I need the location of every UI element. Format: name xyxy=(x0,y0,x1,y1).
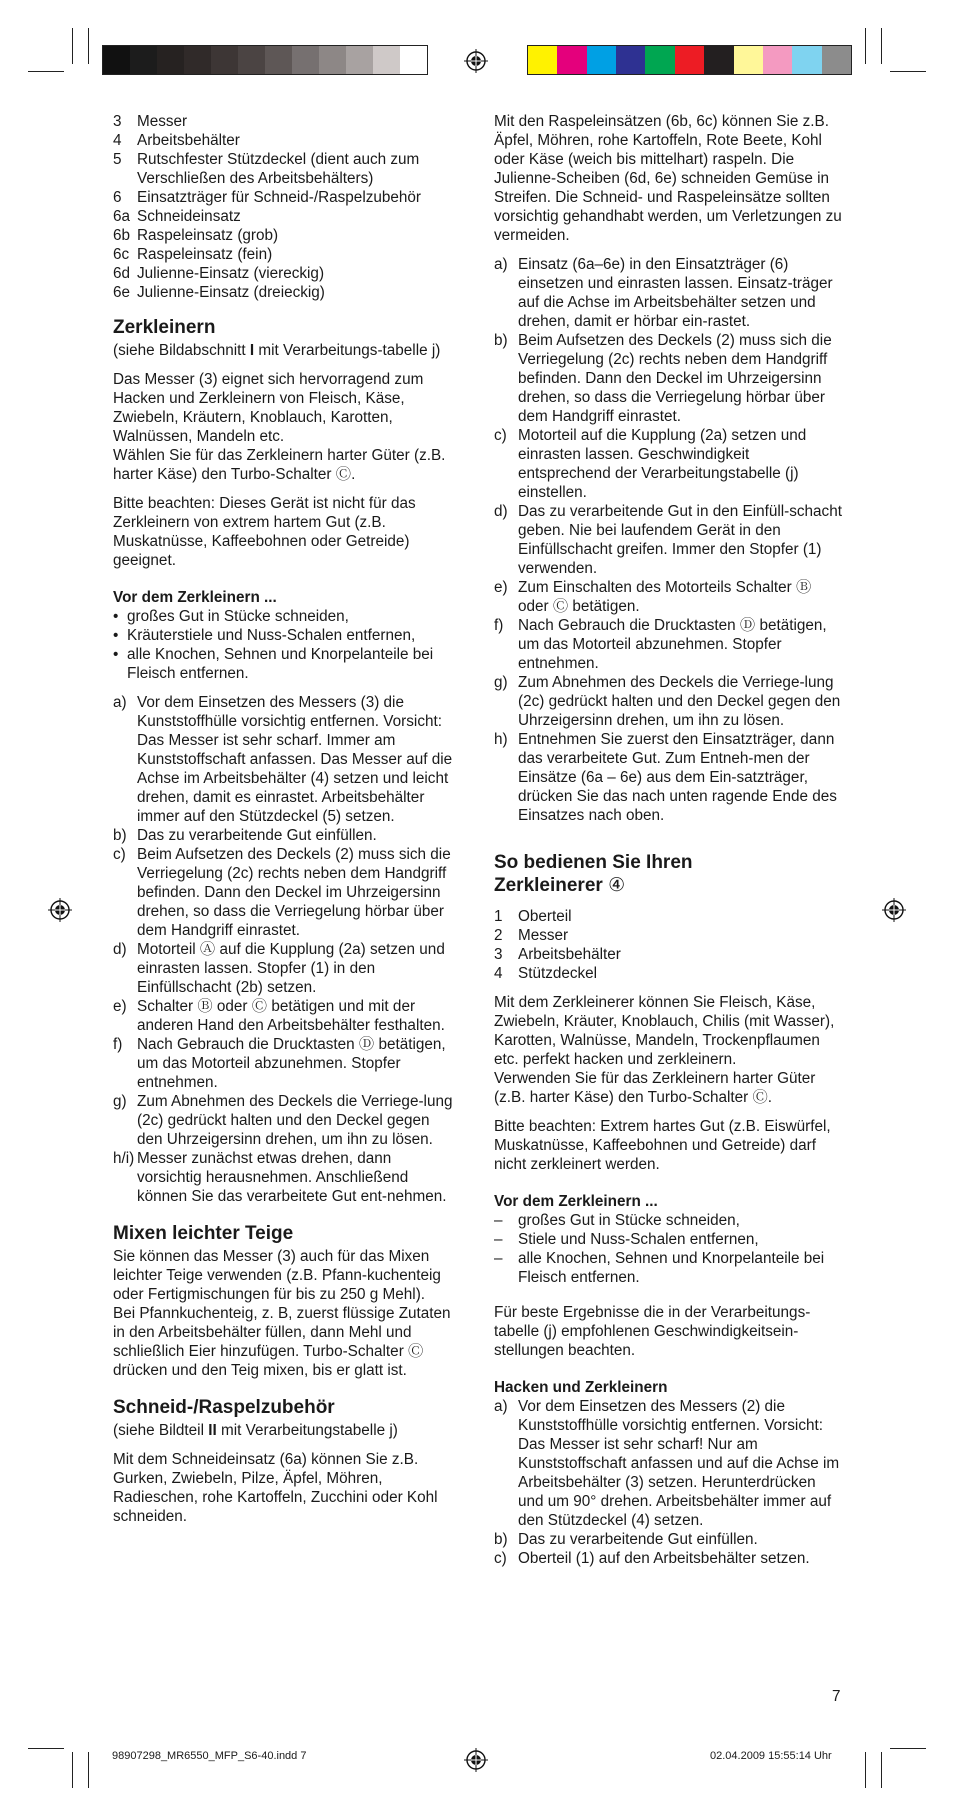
paragraph: Mit dem Zerkleinerer können Sie Fleisch, Käse, Zwiebeln, Kräuter, Knoblauch, Chilis (mit Wasser), Karotten, Walnüsse, Mandeln, Trockenpflaumen etc. perfekt hacken und zerkleinern. xyxy=(494,994,835,1068)
registration-mark-icon xyxy=(464,1748,488,1772)
list-text: Nach Gebrauch die Drucktasten Ⓓ betätigen, um das Motorteil abzunehmen. Stopfer entnehmen. xyxy=(518,617,827,672)
step-item xyxy=(494,1397,842,1530)
gray-calibration-bar xyxy=(102,45,428,75)
crop-mark-bl-v xyxy=(88,1752,89,1788)
paragraph: Mit dem Schneideinsatz (6a) können Sie z.B. Gurken, Zwiebeln, Pilze, Äpfel, Möhren, Radieschen, rohe Kartoffeln, Zucchini oder Kohl schneiden. xyxy=(113,1451,438,1525)
list-text: Zum Einschalten des Motorteils Schalter Ⓑ oder Ⓒ betätigen. xyxy=(518,579,812,615)
gray-swatch xyxy=(103,46,130,74)
list-marker: 6 xyxy=(113,189,122,206)
list-text: Messer xyxy=(137,113,188,130)
list-text: Stützdeckel xyxy=(518,965,598,982)
step-item xyxy=(494,331,842,426)
subheading-before: Vor dem Zerkleinern ... xyxy=(113,589,277,606)
crop-mark-tr-h xyxy=(890,71,926,72)
step-item xyxy=(113,845,458,940)
figure-mark: II xyxy=(208,1422,217,1439)
gray-swatch xyxy=(400,46,427,74)
list-marker: 2 xyxy=(494,927,503,944)
list-marker: g) xyxy=(113,1093,127,1110)
paragraph: Bitte beachten: Dieses Gerät ist nicht für das Zerkleinern von extrem hartem Gut (z.B. Muskatnüsse, Kaffeebohnen oder Getreide) geeignet. xyxy=(113,495,416,569)
crop-mark-br-v2 xyxy=(881,1752,882,1788)
list-text: Einsatz (6a–6e) in den Einsatzträger (6) einsetzen und einrasten lassen. Einsatz-träger auf die Achse im Arbeitsbehälter setzen und drehen, damit er hörbar ein-rastet. xyxy=(518,256,833,330)
step-item xyxy=(494,426,842,502)
list-text: Beim Aufsetzen des Deckels (2) muss sich die Verriegelung (2c) rechts neben dem Handgriff befinden. Dann den Deckel im Uhrzeigersinn drehen, so dass die Verriegelung hörbar über dem Handgriff einrastet. xyxy=(137,846,451,939)
crop-mark-tr-v2 xyxy=(881,28,882,64)
list-text: Julienne-Einsatz (viereckig) xyxy=(137,265,325,282)
section-reference xyxy=(113,341,458,360)
list-item xyxy=(494,964,842,983)
list-marker: 3 xyxy=(494,946,503,963)
list-text: alle Knochen, Sehnen und Knorpelanteile bei Fleisch entfernen. xyxy=(127,646,434,682)
step-item xyxy=(494,1549,842,1568)
subheading-before: Vor dem Zerkleinern ... xyxy=(494,1193,658,1210)
bullet-list xyxy=(113,607,458,683)
bullet-item xyxy=(113,607,458,626)
list-item xyxy=(113,226,458,245)
list-text: Kräuterstiele und Nuss-Schalen entfernen, xyxy=(127,627,416,644)
list-item xyxy=(113,245,458,264)
list-marker: 1 xyxy=(494,908,503,925)
step-item xyxy=(113,1092,458,1149)
crop-mark-bl-v2 xyxy=(72,1752,73,1788)
list-marker: c) xyxy=(494,427,507,444)
figure-mark: ④ xyxy=(608,875,626,896)
list-item xyxy=(113,283,458,302)
list-marker: c) xyxy=(494,1550,507,1567)
list-text: großes Gut in Stücke schneiden, xyxy=(127,608,349,625)
reference-text: (siehe Bildabschnitt xyxy=(113,342,250,359)
list-marker: a) xyxy=(494,256,508,273)
gray-swatch xyxy=(319,46,346,74)
paragraph: Das Messer (3) eignet sich hervorragend zum Hacken und Zerkleinern von Fleisch, Käse, Zwiebeln, Kräutern, Knoblauch, Karotten, Walnüssen, Mandeln etc. xyxy=(113,371,424,445)
list-marker: 6b xyxy=(113,227,131,244)
list-marker: 3 xyxy=(113,113,122,130)
list-marker: 6d xyxy=(113,265,131,282)
page-number: 7 xyxy=(832,1688,841,1705)
heading-line: So bedienen Sie Ihren xyxy=(494,852,693,873)
list-text: Arbeitsbehälter xyxy=(137,132,240,149)
section-reference xyxy=(113,1421,458,1440)
color-swatch xyxy=(645,46,674,74)
list-text: Einsatzträger für Schneid-/Raspelzubehör xyxy=(137,189,421,206)
steps-list xyxy=(113,693,458,1206)
list-marker: • xyxy=(113,627,119,644)
step-item xyxy=(494,502,842,578)
list-text: Zum Abnehmen des Deckels die Verriege-lung (2c) gedrückt halten und den Deckel gegen den Uhrzeigersinn drehen, um ihn zu lösen. xyxy=(137,1093,453,1148)
list-text: Oberteil xyxy=(518,908,572,925)
list-marker: 6c xyxy=(113,246,130,263)
crop-mark-tl-v xyxy=(88,28,89,64)
step-item xyxy=(494,616,842,673)
step-item xyxy=(113,826,458,845)
list-text: Schalter Ⓑ oder Ⓒ betätigen und mit der anderen Hand den Arbeitsbehälter festhalten. xyxy=(137,998,445,1034)
list-text: großes Gut in Stücke schneiden, xyxy=(518,1212,740,1229)
gray-swatch xyxy=(238,46,265,74)
list-text: Stiele und Nuss-Schalen entfernen, xyxy=(518,1231,759,1248)
left-column xyxy=(113,112,458,1536)
step-item xyxy=(494,578,842,616)
list-text: Das zu verarbeitende Gut einfüllen. xyxy=(137,827,377,844)
list-marker: c) xyxy=(113,846,126,863)
list-text: Nach Gebrauch die Drucktasten Ⓓ betätigen, um das Motorteil abzunehmen. Stopfer entnehmen. xyxy=(137,1036,446,1091)
color-calibration-bar xyxy=(527,45,852,75)
step-item xyxy=(113,1035,458,1092)
step-item xyxy=(494,1530,842,1549)
dash-item xyxy=(494,1211,842,1230)
paragraph: Verwenden Sie für das Zerkleinern harter Güter (z.B. harter Käse) den Turbo-Schalter Ⓒ. xyxy=(494,1070,816,1106)
right-column xyxy=(494,112,842,1578)
list-text: Das zu verarbeitende Gut in den Einfüll-schacht geben. Nie bei laufendem Gerät in den Einfüllschacht greifen. Immer den Stopfer (1) verwenden. xyxy=(518,503,842,577)
gray-swatch xyxy=(373,46,400,74)
heading-teige: Mixen leichter Teige xyxy=(113,1223,294,1244)
list-text: Raspeleinsatz (grob) xyxy=(137,227,279,244)
list-marker: g) xyxy=(494,674,508,691)
list-marker: 4 xyxy=(113,132,122,149)
list-item xyxy=(494,945,842,964)
list-marker: e) xyxy=(113,998,127,1015)
list-text: Motorteil auf die Kupplung (2a) setzen und einrasten lassen. Geschwindigkeit entsprechend der Verarbeitungstabelle (j) einstellen. xyxy=(518,427,807,501)
list-item xyxy=(494,907,842,926)
list-text: Beim Aufsetzen des Deckels (2) muss sich die Verriegelung (2c) rechts neben dem Handgriff befinden. Dann den Deckel im Uhrzeigersinn drehen, so dass die Verriegelung hörbar über dem Handgriff einrastet. xyxy=(518,332,832,425)
list-text: Vor dem Einsetzen des Messers (3) die Kunststoffhülle vorsichtig entfernen. Vorsicht: Das Messer ist sehr scharf. Immer am Kunststoffschaft anfassen. Das Messer auf die Achse im Arbeitsbehälter (4) setzen und leicht drehen, damit es einrastet. Arbeitsbehälter immer auf den Stützdeckel (5) setzen. xyxy=(137,694,453,825)
parts-list xyxy=(494,907,842,983)
paragraph: Bei Pfannkuchenteig, z. B, zuerst flüssige Zutaten in den Arbeitsbehälter füllen, dann Mehl und schließlich Eier hinzufügen. Turbo-Schalter Ⓒ drücken und den Teig mixen, bis er glatt ist. xyxy=(113,1305,451,1379)
registration-mark-icon xyxy=(882,898,906,922)
step-item xyxy=(113,940,458,997)
step-item xyxy=(113,693,458,826)
heading-zerkleinern: Zerkleinern xyxy=(113,317,216,338)
list-text: Messer zunächst etwas drehen, dann vorsichtig herausnehmen. Anschließend können Sie das verarbeitete Gut ent-nehmen. xyxy=(137,1150,447,1205)
list-marker: • xyxy=(113,608,119,625)
list-marker: – xyxy=(494,1250,503,1267)
color-swatch xyxy=(704,46,733,74)
bullet-item xyxy=(113,645,458,683)
paragraph: Mit den Raspeleinsätzen (6b, 6c) können Sie z.B. Äpfel, Möhren, rohe Kartoffeln, Rote Beete, Kohl oder Käse (weich bis mittelhart) raspeln. Die Julienne-Scheiben (6d, 6e) schneiden Gemüse in Streifen. Die Schneid- und Raspeleinsätze sollten vorsichtig gehandhabt werden, um Verletzungen zu vermeiden. xyxy=(494,113,842,244)
registration-mark-icon xyxy=(48,898,72,922)
list-item xyxy=(113,112,458,131)
list-text: Zum Abnehmen des Deckels die Verriege-lung (2c) gedrückt halten und den Deckel gegen den Uhrzeigersinn drehen, um ihn zu lösen. xyxy=(518,674,841,729)
list-marker: a) xyxy=(494,1398,508,1415)
crop-mark-bl-h xyxy=(28,1748,64,1749)
list-item xyxy=(113,131,458,150)
crop-mark-tl-h xyxy=(28,71,64,72)
steps-list xyxy=(494,255,842,825)
list-marker: h) xyxy=(494,731,508,748)
gray-swatch xyxy=(157,46,184,74)
list-marker: 4 xyxy=(494,965,503,982)
paragraph: Für beste Ergebnisse die in der Verarbeitungs-tabelle (j) empfohlenen Geschwindigkeitsein-stellungen beachten. xyxy=(494,1304,811,1359)
step-item xyxy=(494,730,842,825)
color-swatch xyxy=(763,46,792,74)
step-item xyxy=(113,1149,458,1206)
gray-swatch xyxy=(292,46,319,74)
heading-schneid: Schneid-/Raspelzubehör xyxy=(113,1397,335,1418)
list-marker: – xyxy=(494,1212,503,1229)
gray-swatch xyxy=(265,46,292,74)
paragraph: Wählen Sie für das Zerkleinern harter Güter (z.B. harter Käse) den Turbo-Schalter Ⓒ. xyxy=(113,447,446,483)
list-marker: f) xyxy=(494,617,504,634)
color-swatch xyxy=(734,46,763,74)
reference-text: (siehe Bildteil xyxy=(113,1422,209,1439)
step-item xyxy=(494,255,842,331)
color-swatch xyxy=(587,46,616,74)
list-text: alle Knochen, Sehnen und Knorpelanteile bei Fleisch entfernen. xyxy=(518,1250,825,1286)
paragraph: Bitte beachten: Extrem hartes Gut (z.B. Eiswürfel, Muskatnüsse, Kaffeebohnen und Getreide) darf nicht zerkleinert werden. xyxy=(494,1118,831,1173)
list-marker: b) xyxy=(494,332,508,349)
list-text: Motorteil Ⓐ auf die Kupplung (2a) setzen und einrasten lassen. Stopfer (1) in den Einfüllschacht (2b) setzen. xyxy=(137,941,445,996)
list-marker: 6e xyxy=(113,284,131,301)
list-marker: – xyxy=(494,1231,503,1248)
list-text: Vor dem Einsetzen des Messers (2) die Kunststoffhülle vorsichtig entfernen. Vorsicht: Das Messer ist sehr scharf! Nur am Kunststoffschaft anfassen und auf die Achse im Arbeitsbehälter (3) setzen. Herunterdrücken und um 90° drehen. Arbeitsbehälter immer auf den Stützdeckel (4) setzen. xyxy=(518,1398,840,1529)
list-marker: b) xyxy=(494,1531,508,1548)
list-text: Entnehmen Sie zuerst den Einsatzträger, dann das verarbeitete Gut. Zum Entneh-men der Einsätze (6a – 6e) aus dem Ein-satzträger, drücken Sie das nach unten ragende Ende des Einsatzes nach oben. xyxy=(518,731,837,824)
list-item xyxy=(113,207,458,226)
list-text: Oberteil (1) auf den Arbeitsbehälter setzen. xyxy=(518,1550,810,1567)
list-marker: • xyxy=(113,646,119,663)
gray-swatch xyxy=(211,46,238,74)
list-marker: e) xyxy=(494,579,508,596)
color-swatch xyxy=(557,46,586,74)
steps-list xyxy=(494,1397,842,1568)
color-swatch xyxy=(528,46,557,74)
list-marker: b) xyxy=(113,827,127,844)
list-marker: 6a xyxy=(113,208,131,225)
crop-mark-br-h xyxy=(890,1748,926,1749)
parts-list xyxy=(113,112,458,302)
list-marker: f) xyxy=(113,1036,123,1053)
list-text: Arbeitsbehälter xyxy=(518,946,621,963)
list-text: Rutschfester Stützdeckel (dient auch zum Verschließen des Arbeitsbehälters) xyxy=(137,151,420,187)
bullet-item xyxy=(113,626,458,645)
list-marker: 5 xyxy=(113,151,122,168)
gray-swatch xyxy=(346,46,373,74)
color-swatch xyxy=(616,46,645,74)
figure-mark: I xyxy=(249,342,255,359)
gray-swatch xyxy=(184,46,211,74)
list-marker: d) xyxy=(113,941,127,958)
registration-mark-icon xyxy=(464,49,488,73)
heading-line: Zerkleinerer xyxy=(494,875,603,896)
footer-filename: 98907298_MR6550_MFP_S6-40.indd 7 xyxy=(112,1750,307,1762)
footer-timestamp: 02.04.2009 15:55:14 Uhr xyxy=(710,1750,832,1762)
step-item xyxy=(494,673,842,730)
color-swatch xyxy=(792,46,821,74)
gray-swatch xyxy=(130,46,157,74)
crop-mark-tl-v2 xyxy=(72,28,73,64)
list-text: Julienne-Einsatz (dreieckig) xyxy=(137,284,325,301)
dash-item xyxy=(494,1249,842,1287)
paragraph: Sie können das Messer (3) auch für das Mixen leichter Teige verwenden (z.B. Pfann-kuchenteig oder Fertigmischungen für bis zu 250 g Mehl). xyxy=(113,1248,441,1303)
list-marker: d) xyxy=(494,503,508,520)
reference-text: mit Verarbeitungs-tabelle j) xyxy=(254,342,441,359)
dash-item xyxy=(494,1230,842,1249)
list-item xyxy=(113,188,458,207)
reference-text: mit Verarbeitungstabelle j) xyxy=(216,1422,398,1439)
dash-list xyxy=(494,1211,842,1287)
crop-mark-br-v xyxy=(865,1752,866,1788)
list-text: Das zu verarbeitende Gut einfüllen. xyxy=(518,1531,758,1548)
color-swatch xyxy=(822,46,851,74)
list-marker: a) xyxy=(113,694,127,711)
step-item xyxy=(113,997,458,1035)
list-text: Schneideinsatz xyxy=(137,208,241,225)
heading-bedienen xyxy=(494,851,842,897)
list-item xyxy=(113,264,458,283)
list-marker: h/i) xyxy=(113,1150,135,1167)
list-item xyxy=(113,150,458,188)
list-text: Raspeleinsatz (fein) xyxy=(137,246,273,263)
subheading-hacken: Hacken und Zerkleinern xyxy=(494,1379,668,1396)
color-swatch xyxy=(675,46,704,74)
list-item xyxy=(494,926,842,945)
list-text: Messer xyxy=(518,927,569,944)
crop-mark-tr-v xyxy=(865,28,866,64)
